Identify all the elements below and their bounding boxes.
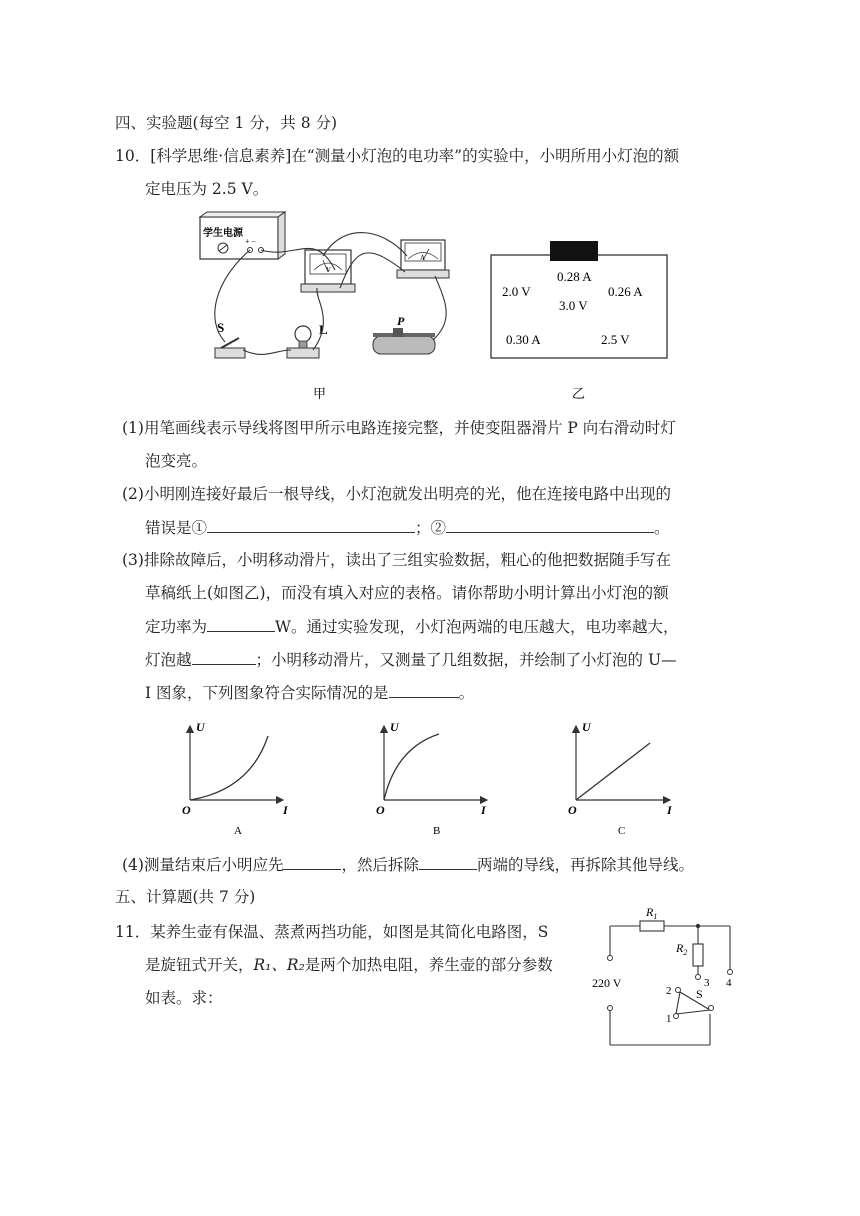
q11-circuit-diagram	[590, 900, 740, 1050]
graph-c	[568, 720, 673, 837]
graph-a-label: A	[234, 825, 242, 837]
rheostat	[373, 314, 435, 354]
q10-part4: (4)测量结束后小明应先 ，然后拆除 两端的导线，再拆除其他导线。	[122, 853, 694, 876]
lamp	[287, 322, 328, 358]
switch-s-label: S	[696, 987, 703, 1001]
svg-text:I: I	[283, 803, 288, 817]
answer-blank-4-2[interactable]	[419, 853, 477, 870]
switch-label: S	[217, 320, 225, 335]
answer-blank-power[interactable]	[207, 615, 275, 632]
yi-value-2: 3.0 V	[559, 298, 588, 313]
yi-value-1: 2.0 V	[502, 284, 531, 299]
graph-a	[182, 720, 289, 837]
r2-label: $R_2$	[676, 941, 688, 957]
ammeter-label: A	[420, 254, 426, 262]
svg-text:U: U	[582, 720, 591, 734]
q10-part2-line2: 错误是① ；② 。	[145, 516, 670, 539]
section-4-title: 四、实验题(每空 1 分，共 8 分)	[115, 114, 338, 132]
ammeter	[397, 240, 449, 278]
q10-part3-line1: (3)排除故障后，小明移动滑片，读出了三组实验数据，粗心的他把数据随手写在	[122, 551, 671, 569]
fig-jia-caption: 甲	[313, 386, 327, 401]
power-supply-label: 学生电源	[203, 228, 243, 239]
q11-line2: 是旋钮式开关，R₁、R₂是两个加热电阻，养生壶的部分参数	[145, 956, 553, 974]
svg-text:I: I	[667, 803, 672, 817]
q10-stem-line2: 定电压为 2.5 V。	[145, 180, 269, 198]
circuit-figure-jia	[195, 210, 465, 405]
svg-text:U: U	[196, 720, 205, 734]
fig-yi-caption: 乙	[572, 386, 586, 401]
yi-value-0: 0.28 A	[557, 269, 592, 284]
terminal-2: 2	[666, 985, 672, 997]
terminal-4: 4	[726, 977, 732, 989]
q10-part3-line2: 草稿纸上(如图乙)，而没有填入对应的表格。请你帮助小明计算出小灯泡的额	[145, 584, 669, 602]
yi-value-3: 0.26 A	[608, 284, 643, 299]
voltmeter-label: V	[326, 266, 332, 274]
graph-c-label: C	[618, 825, 626, 837]
q10-part2-line1: (2)小明刚连接好最后一根导线，小灯泡就发出明亮的光，他在连接电路中出现的	[122, 485, 671, 503]
terminal-1: 1	[666, 1013, 672, 1025]
answer-blank-2-1[interactable]	[207, 516, 415, 533]
q10-part3-line3: 定功率为 W。通过实验发现，小灯泡两端的电压越大，电功率越大，	[145, 615, 678, 638]
q10-part3-line5: I 图象，下列图象符合实际情况的是 。	[145, 681, 474, 704]
terminal-3: 3	[704, 977, 710, 989]
q11-line1: 11．某养生壶有保温、蒸煮两挡功能，如图是其简化电路图，S	[115, 923, 549, 941]
svg-text:O: O	[568, 803, 577, 817]
ui-graphs	[180, 718, 690, 840]
yi-value-4: 0.30 A	[506, 332, 541, 347]
section-5-title: 五、计算题(共 7 分)	[115, 888, 256, 906]
scratch-paper-figure-yi	[488, 238, 672, 403]
answer-blank-2-2[interactable]	[446, 516, 654, 533]
q10-part1-line1: (1)用笔画线表示导线将图甲所示电路连接完整，并使变阻器滑片 P 向右滑动时灯	[122, 419, 676, 437]
svg-text:O: O	[182, 803, 191, 817]
voltage-label: 220 V	[592, 976, 622, 990]
answer-blank-graph[interactable]	[389, 681, 459, 698]
switch	[215, 320, 245, 358]
lamp-label: L	[319, 322, 328, 337]
svg-text:I: I	[481, 803, 486, 817]
q11-line3: 如表。求：	[145, 989, 223, 1007]
graph-b	[376, 720, 487, 837]
q10-part1-line2: 泡变亮。	[145, 452, 208, 470]
slider-label: P	[397, 314, 405, 328]
graph-b-label: B	[433, 825, 441, 837]
svg-text:O: O	[376, 803, 385, 817]
q10-stem-line1: 10．[科学思维·信息素养]在“测量小灯泡的电功率”的实验中，小明所用小灯泡的额	[115, 147, 680, 165]
yi-value-5: 2.5 V	[601, 332, 630, 347]
q10-part3-line4: 灯泡越 ；小明移动滑片，又测量了几组数据，并绘制了小灯泡的 U—	[145, 648, 677, 671]
answer-blank-4-1[interactable]	[283, 853, 341, 870]
r1-label: $R_1$	[646, 905, 658, 921]
svg-text:U: U	[390, 720, 399, 734]
svg-text:+ −: + −	[245, 237, 257, 246]
answer-blank-brightness[interactable]	[192, 648, 256, 665]
